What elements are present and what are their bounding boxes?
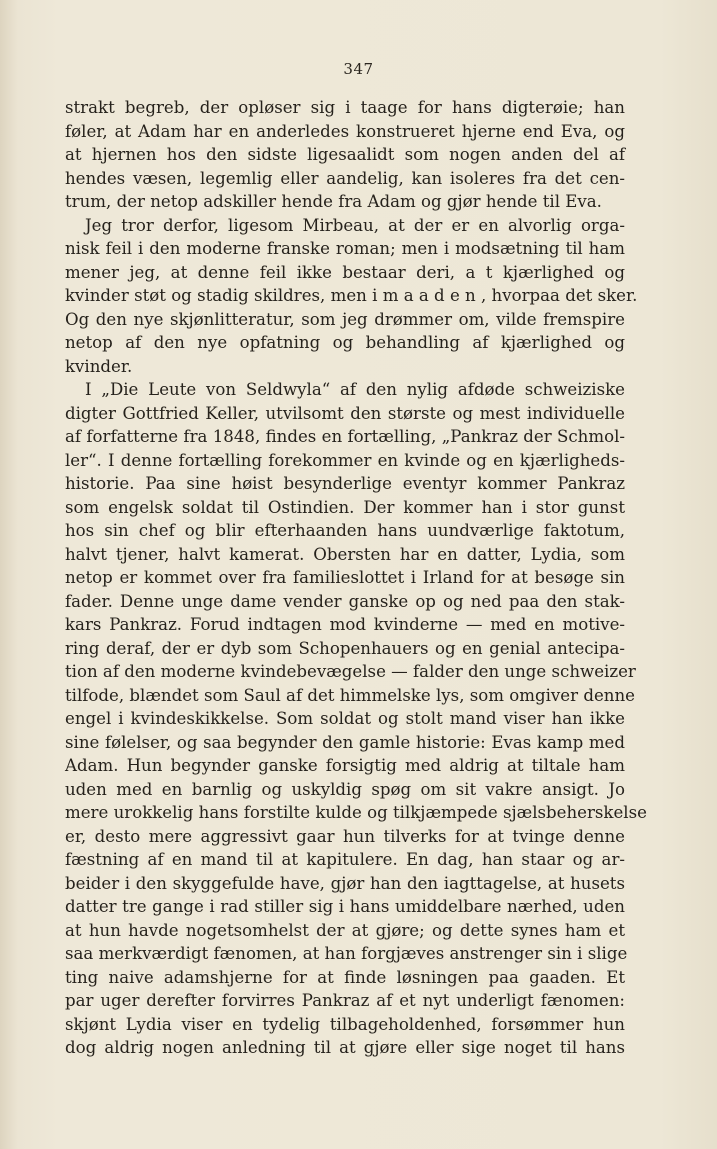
- text-line: sine følelser, og saa begynder den gamle historie: Evas kamp med: [65, 732, 625, 752]
- text-line: ting naive adamshjerne for at finde løsningen paa gaaden. Et: [65, 967, 625, 987]
- text-line: som engelsk soldat til Ostindien. Der kommer han i stor gunst: [65, 497, 625, 517]
- text-line: kvinder.: [65, 356, 133, 376]
- text-line: historie. Paa sine høist besynderlige eventyr kommer Pankraz: [65, 474, 625, 493]
- text-line: kvinder støt og stadig skildres, men i m a a d e n , hvorpaa det sker.: [65, 286, 638, 305]
- text-line: Og den nye skjønlitteratur, som jeg drømmer om, vilde fremspire: [65, 309, 625, 329]
- text-line: strakt begreb, der opløser sig i taage for hans digterøie; han: [65, 98, 625, 117]
- text-line: par uger derefter forvirres Pankraz af et nyt underligt fænomen:: [65, 991, 625, 1010]
- text-line: mener jeg, at denne feil ikke bestaar deri, a t kjærlighed og: [65, 262, 625, 282]
- text-line: fæstning af en mand til at kapitulere. En dag, han staar og ar-: [65, 850, 625, 869]
- text-line: beider i den skyggefulde have, gjør han den iagttagelse, at husets: [65, 873, 625, 893]
- text-line: at hun havde nogetsomhelst der at gjøre; og dette synes ham et: [65, 920, 625, 940]
- page-number: 347: [343, 60, 374, 78]
- text-line: dog aldrig nogen anledning til at gjøre eller sige noget til hans: [65, 1038, 625, 1057]
- text-line: tilfode, blændet som Saul af det himmelske lys, som omgiver denne: [65, 685, 635, 705]
- text-line: digter Gottfried Keller, utvilsomt den største og mest individuelle: [65, 403, 625, 423]
- text-line: af forfatterne fra 1848, findes en fortælling, „Pankraz der Schmol-: [65, 427, 625, 446]
- text-line: tion af den moderne kvindebevægelse — falder den unge schweizer: [65, 662, 636, 681]
- text-line: uden med en barnlig og uskyldig spøg om sit vakre ansigt. Jo: [65, 779, 625, 799]
- text-line: netop af den nye opfatning og behandling af kjærlighed og: [65, 333, 625, 352]
- text-line: at hjernen hos den sidste ligesaalidt som nogen anden del af: [65, 145, 625, 164]
- text-line: skjønt Lydia viser en tydelig tilbageholdenhed, forsømmer hun: [65, 1014, 625, 1034]
- text-line: er, desto mere aggressivt gaar hun tilverks for at tvinge denne: [65, 826, 625, 846]
- text-line: saa merkværdigt fænomen, at han forgjæves anstrenger sin i slige: [65, 944, 628, 963]
- text-line: trum, der netop adskiller hende fra Adam og gjør hende til Eva.: [65, 192, 602, 211]
- text-line: datter tre gange i rad stiller sig i hans umiddelbare nærhed, uden: [65, 897, 625, 916]
- paragraph-start-line: I „Die Leute von Seldwyla“ af den nylig afdøde schweiziske: [85, 380, 625, 399]
- text-line: halvt tjener, halvt kamerat. Obersten har en datter, Lydia, som: [65, 544, 625, 564]
- text-line: netop er kommet over fra familieslottet i Irland for at besøge sin: [65, 568, 625, 587]
- body-text: [65, 96, 647, 1060]
- text-line: føler, at Adam har en anderledes konstrueret hjerne end Eva, og: [65, 121, 625, 141]
- text-line: ler“. I denne fortælling forekommer en kvinde og en kjærligheds-: [65, 450, 625, 470]
- text-line: Adam. Hun begynder ganske forsigtig med aldrig at tiltale ham: [65, 756, 625, 775]
- paragraph-start-line: Jeg tror derfor, ligesom Mirbeau, at der er en alvorlig orga-: [85, 215, 625, 235]
- text-line: fader. Denne unge dame vender ganske op og ned paa den stak-: [65, 591, 625, 611]
- text-line: mere urokkelig hans forstilte kulde og tilkjæmpede sjælsbeherskelse: [65, 803, 647, 822]
- text-line: engel i kvindeskikkelse. Som soldat og stolt mand viser han ikke: [65, 709, 625, 728]
- text-line: hendes væsen, legemlig eller aandelig, kan isoleres fra det cen-: [65, 168, 625, 188]
- text-line: kars Pankraz. Forud indtagen mod kvinderne — med en motive-: [65, 615, 625, 634]
- text-line: nisk feil i den moderne franske roman; men i modsætning til ham: [65, 239, 625, 258]
- text-line: hos sin chef og blir efterhaanden hans uundværlige faktotum,: [65, 521, 625, 540]
- text-line: ring deraf, der er dyb som Schopenhauers og en genial antecipa-: [65, 638, 625, 658]
